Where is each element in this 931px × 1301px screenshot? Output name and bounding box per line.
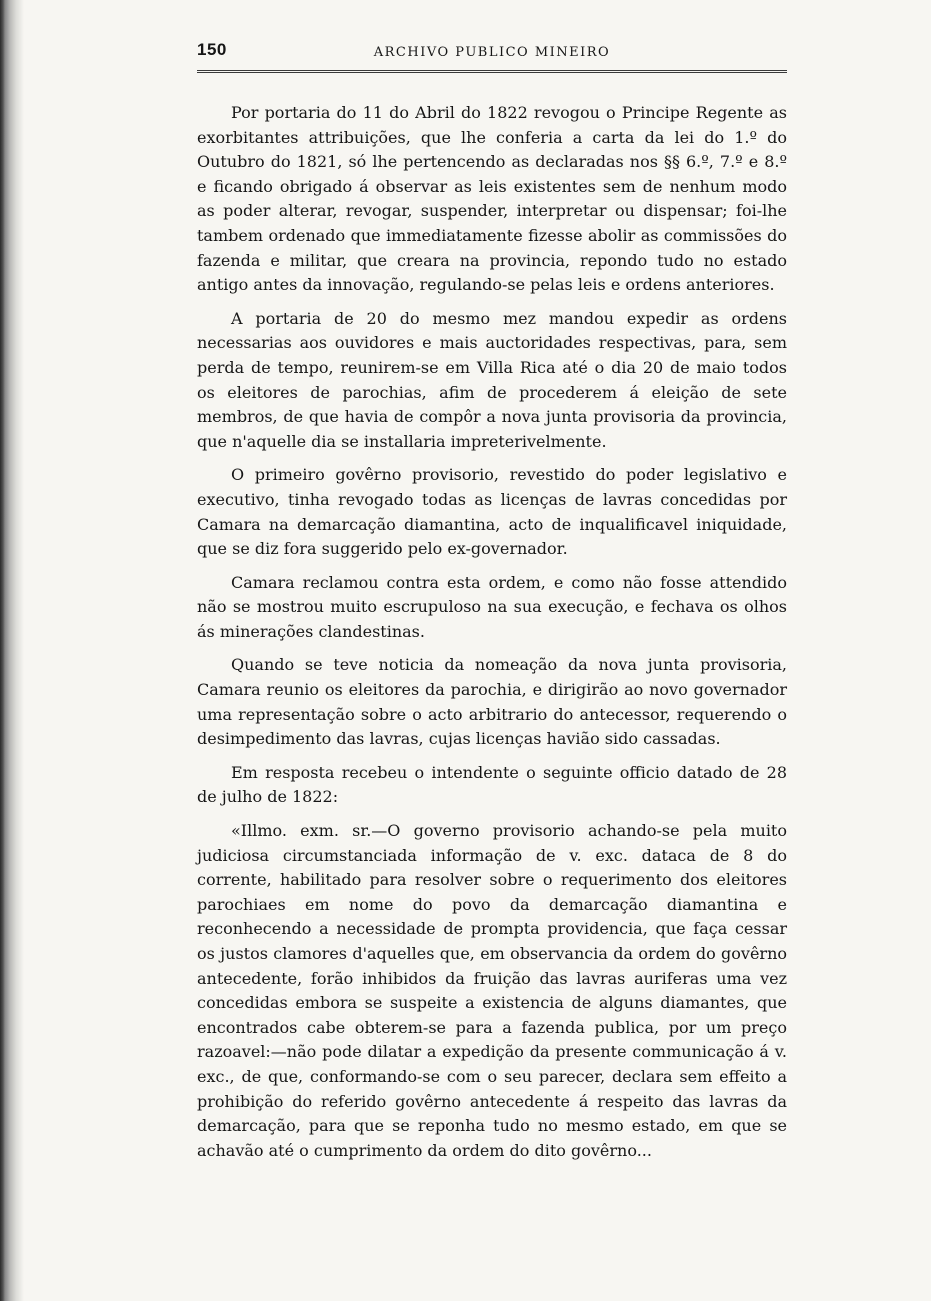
paragraph-officio-quote: «Illmo. exm. sr.—O governo provisorio achando-se pela muito judiciosa circumstanciada informação de v. exc. dataca de 8 do corrente, habilitado para resolver sobre o requerimento dos eleitores parochiaes em nome do povo da demarcação diamantina e reconhecendo a necessidade de prompta providencia, que faça cessar os justos clamores d'aquelles que, em observancia da ordem do govêrno antecedente, forão inhibidos da fruição das lavras auriferas uma vez concedidas embora se suspeite a existencia de alguns diamantes, que encontrados cabe obterem-se para a fazenda publica, por um preço razoavel:—não pode dilatar a expedição da presente communicação á v. exc., de que, conformando-se com o seu parecer, declara sem effeito a prohibição do referido govêrno antecedente á respeito das lavras da demarcação, para que se reponha tudo no mesmo estado, em que se achavão até o cumprimento da ordem do dito govêrno... [197,821,787,1160]
book-binding-shadow [0,0,24,1301]
paragraph-portaria-abril: Por portaria do 11 do Abril do 1822 revogou o Principe Regente as exorbitantes attribuições, que lhe conferia a carta da lei do 1.º do Outubro do 1821, só lhe pertencendo as declaradas nos §§ 6.º, 7.º e 8.º e ficando obrigado á observar as leis existentes sem de nenhum modo as poder alterar, revogar, suspender, interpretar ou dispensar; foi-lhe tambem ordenado que immediatamente fizesse abolir as commissões do fazenda e militar, que creara na provincia, repondo tudo no estado antigo antes da innovação, regulando-se pelas leis e ordens anteriores. [197,103,787,295]
paragraph-nova-junta: Quando se teve noticia da nomeação da nova junta provisoria, Camara reunio os eleitores da parochia, e dirigirão ao novo governador uma representação sobre o acto arbitrario do antecessor, requerendo o desimpedimento das lavras, cujas licenças havião sido cassadas. [197,655,787,749]
book-page [197,36,787,1169]
paragraph-resposta: Em resposta recebeu o intendente o seguinte officio datado de 28 de julho de 1822: [197,762,787,807]
paragraph-camara-reclamou: Camara reclamou contra esta ordem, e como não fosse attendido não se mostrou muito escrupuloso na sua execução, e fechava os olhos ás minerações clandestinas. [197,572,787,641]
body-text [197,101,787,1163]
paragraph-portaria-20: A portaria de 20 do mesmo mez mandou expedir as ordens necessarias aos ouvidores e mais auctoridades respectivas, para, sem perda de tempo, reunirem-se em Villa Rica até o dia 20 de maio todos os eleitores de parochias, afim de procederem á eleição de sete membros, de que havia de compôr a nova junta provisoria da provincia, que n'aquelle dia se installaria impreterivelmente. [197,308,787,451]
paragraph-primeiro-governo: O primeiro govêrno provisorio, revestido do poder legislativo e executivo, tinha revogado todas as licenças de lavras concedidas por Camara na demarcação diamantina, acto de inqualificavel iniquidade, que se diz fora suggerido pelo ex-governador. [197,465,787,559]
page-header [197,36,787,73]
page-number: 150 [197,40,227,59]
running-head: ARCHIVO PUBLICO MINEIRO [373,45,611,60]
